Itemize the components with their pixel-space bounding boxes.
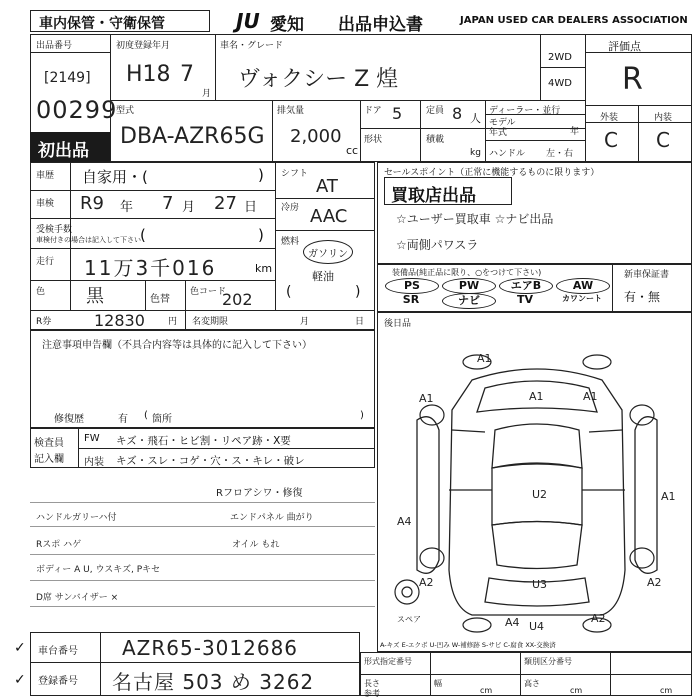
first-reg-label: 初度登録年月 [116,41,171,51]
capacity-unit: 人 [470,112,481,125]
inherit-open: ( [140,226,146,244]
color-label: 色 [36,287,46,297]
handle-label: ハンドル [489,149,526,159]
inspection-day: 27 [214,193,237,214]
equipment-item-5: SR [402,293,420,306]
grade-label: 評価点 [608,40,641,53]
mark-u3: U3 [532,578,548,591]
interior-items: キズ・スレ・コゲ・穴・ス・キレ・破レ [116,455,305,467]
expiry-day-unit: 日 [355,317,365,327]
lot-bracket-code: [2149] [44,70,91,86]
inspector-note-6: ボディー A U, ウスキズ, Pキセ [36,565,161,575]
trim-label: 色替 [150,294,170,305]
first-listing-badge [30,132,110,162]
class-number-label: 類別区分番号 [524,657,572,666]
first-reg-month-unit: 月 [202,89,212,99]
buyer-badge [384,177,512,205]
new-warranty-label: 新車保証書 [624,270,670,280]
drive-4wd: 4WD [548,78,572,89]
equipment-item-6: ナビ [442,293,496,309]
mark-a1-right: A1 [583,390,598,403]
inspection-day-unit: 日 [244,200,258,215]
fw-label: FW [84,433,100,444]
load-label: 積載 [426,135,445,145]
chassis-check: ✓ [14,640,26,656]
height-label: 高さ [524,679,540,688]
displacement-label: 排気量 [277,106,305,116]
logo-text: JU [236,9,260,33]
mark-a1-left: A1 [419,392,434,405]
recycle-unit: 円 [168,317,178,327]
lot-label: 出品番号 [36,41,73,51]
usage-label: 車歴 [36,171,55,181]
rear-seat-label: 後日品 [384,319,412,329]
color-code-value: 202 [222,290,253,309]
equipment-item-2: PW [442,278,496,294]
color-code-label: 色コード [190,287,227,297]
expiry-label: 名変期限 [192,317,229,327]
shift-value: AT [316,176,338,197]
mileage-value: 11万3千016 [84,256,217,280]
equipment-item-1: PS [385,278,439,294]
displacement-unit: cc [346,144,359,157]
org-name: 愛知 [270,15,304,35]
height-unit: cm [660,686,673,695]
first-listing-text: 初出品 [38,141,89,161]
inspection-month: 7 [162,193,174,214]
displacement-value: 2,000 [290,126,342,147]
color-value: 黒 [86,286,104,307]
model-year-unit: 年 [570,127,580,137]
car-diagram [377,340,692,640]
inspector-note-3: エンドパネル 曲がり [230,513,314,523]
plate-label: 登録番号 [38,676,78,687]
inherit-close: ) [258,226,264,244]
usage-value: 自家用・( [82,168,148,186]
storage-badge [30,10,210,32]
width-unit: cm [570,686,583,695]
mark-a1-top: A1 [477,352,492,365]
drive-2wd: 2WD [548,52,572,63]
recycle-value: 12830 [94,311,145,330]
model-value: DBA-AZR65G [120,124,265,149]
capacity-value: 8 [452,104,463,123]
equipment-item-7: TV [516,293,534,306]
inspector-label2: 記入欄 [34,454,64,465]
notes-label: 注意事項申告欄（不具合内容等は具体的に記入して下さい） [42,340,312,351]
fuel-gas: ガソリン [308,249,348,260]
repair-open: ( [144,410,148,421]
inspection-month-unit: 月 [182,200,196,215]
inspector-note-4: Rスポ ハゲ [36,540,82,550]
shape-label: 形状 [364,135,383,145]
plate-check: ✓ [14,672,26,688]
ext-label: 外装 [600,113,619,123]
type-designation-label: 形式指定番号 [364,657,412,666]
damage-legend: A-キズ E-エクボ U-凹み W-補修跡 S-サビ C-腐食 XX-交換済 [380,641,556,649]
mark-a4-bottom: A4 [505,616,520,629]
form-title: 出品申込書 [338,15,423,35]
fuel-diesel: 軽油 [312,270,334,283]
inspector-label: 検査員 [34,438,64,449]
first-reg-year: H18 [126,62,171,87]
doors-label: ドア [364,106,382,116]
mileage-unit: km [255,262,273,275]
expiry-month-unit: 月 [300,317,310,327]
equipment-item-8: カワンート [562,294,602,303]
inherit-sub: 車検付きの場合は記入して下さい [36,236,141,244]
mileage-label: 走行 [36,257,55,267]
width-label: 幅 [434,679,442,688]
warranty-value: 有・無 [624,290,661,304]
length-unit: cm [480,686,493,695]
interior-label: 内装 [84,457,104,468]
usage-close: ) [258,166,264,184]
fuel-close: ) [355,284,361,300]
inspector-note-2: ハンドルガリーハ付 [36,513,117,523]
inherit-label: 受検手数 [36,225,73,235]
ref-label: 参考 [364,689,380,698]
model-label: 型式 [116,106,135,116]
handle-value: 左・右 [546,149,574,159]
inspection-label: 車検 [36,199,55,209]
int-label: 内装 [654,113,673,123]
selling-line-2: ☆両側パワスラ [396,238,479,252]
mark-a4-left: A4 [397,515,412,528]
mark-a2-bottom: A2 [591,612,606,625]
inspector-note-7: D席 サンバイザー × [36,593,119,603]
dealer-label: ディーラー・並行 [489,106,561,116]
plate-value: 名古屋 503 め 3262 [112,670,315,694]
load-unit: kg [470,148,481,158]
buyer-text: 買取店出品 [391,186,476,206]
inspector-note-1: Rフロアシワ・修復 [216,488,303,499]
chassis-value: AZR65-3012686 [122,636,299,660]
length-label: 長さ [364,679,380,688]
recycle-label: R券 [36,317,52,327]
repair-places: 箇所 [152,414,172,425]
equipment-label: 装備品(純正品に限り、○をつけて下さい) [392,268,542,277]
model-year-label: モデル 年式 [489,118,516,138]
mark-a1-right-side: A1 [661,490,676,503]
ext-value: C [604,128,618,152]
car-name-label: 車名・グレード [220,41,284,51]
inspector-note-5: オイル もれ [232,540,280,550]
equipment-item-4: AW [556,278,610,294]
ju-logo [236,9,260,33]
mark-a2-right: A2 [647,576,662,589]
repair-label: 修復歴 [54,414,84,425]
storage-badge-text: 車内保管・守衛保管 [39,16,165,32]
inspection-year-unit: 年 [120,200,134,215]
car-name-value: ヴォクシー Z 煌 [238,67,399,92]
aircon-value: AAC [310,206,348,227]
fw-items: キズ・飛石・ヒビ割・リペア跡・X要 [116,435,291,447]
mark-u4: U4 [529,620,545,633]
fuel-label: 燃料 [281,237,300,247]
assoc-name: JAPAN USED CAR DEALERS ASSOCIATION [460,15,688,26]
first-reg-month: 7 [180,62,194,87]
mark-a1-center: A1 [529,390,544,403]
repair-close: ) [360,410,364,421]
mark-a2-left: A2 [419,576,434,589]
lot-number: 00299 [36,96,118,124]
selling-label: セールスポイント（正常に機能するものに限ります） [384,168,600,178]
inspection-era: R9 [80,193,104,214]
selling-line-1: ☆ユーザー買取車 ☆ナビ出品 [396,212,554,226]
repair-value: 有 [118,414,128,425]
shift-label: シフト [281,169,309,179]
chassis-label: 車台番号 [38,646,78,657]
fuel-gas-circled [303,240,353,264]
aircon-label: 冷房 [281,203,300,213]
spare-label: スペア [397,615,421,624]
equipment-item-3: エアB [499,278,553,294]
mark-u2: U2 [532,488,548,501]
grade-value: R [622,62,643,97]
int-value: C [656,128,670,152]
doors-value: 5 [392,104,403,123]
capacity-label: 定員 [426,106,445,116]
fuel-open: ( [286,284,292,300]
